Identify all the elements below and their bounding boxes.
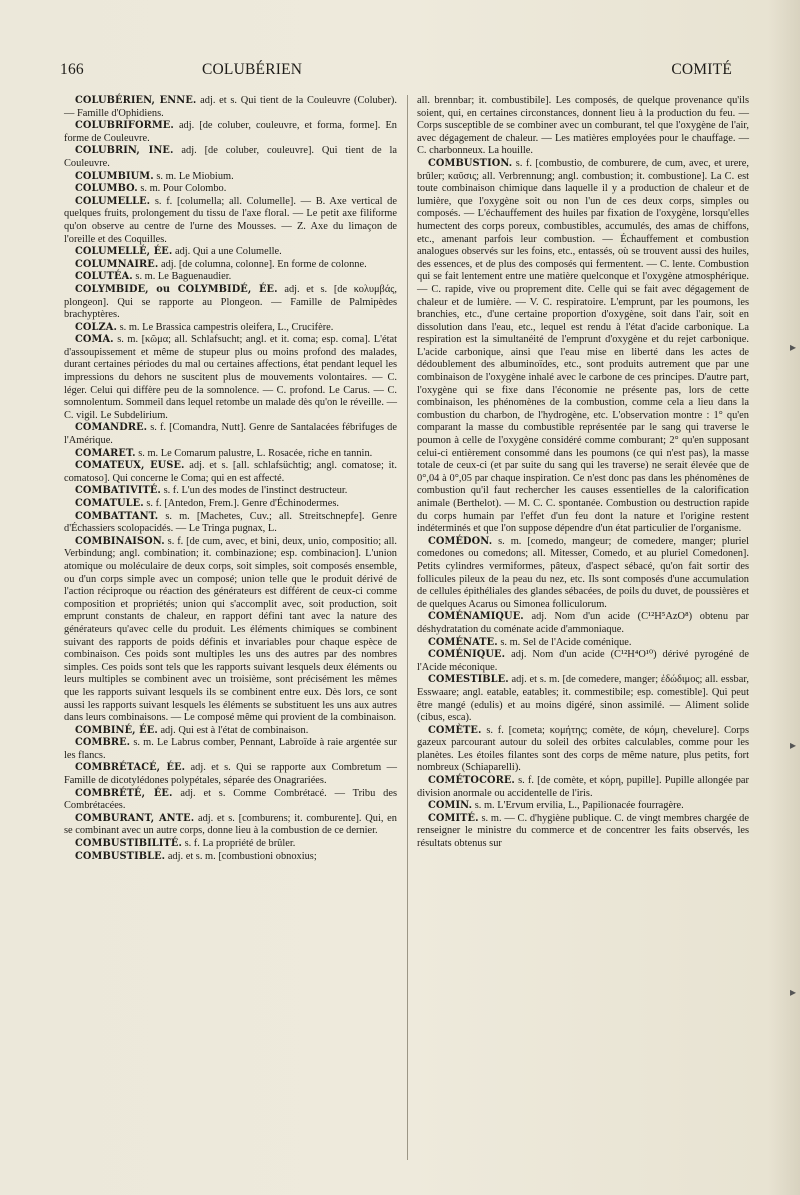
entry-headword: COLUMNAIRE. bbox=[75, 258, 159, 270]
entry-headword: COMBINAISON. bbox=[75, 535, 165, 547]
entry-headword: COMIN. bbox=[428, 800, 473, 812]
entry-headword: COLUMBO. bbox=[75, 183, 138, 195]
entry-headword: COMITÉ. bbox=[428, 812, 479, 824]
entry-headword: COLUBÉRIEN, ENNE. bbox=[75, 95, 197, 106]
entry-headword: COMBATTANT. bbox=[75, 510, 159, 522]
dictionary-entry bbox=[64, 422, 397, 447]
entry-definition: adj. et s. m. [combustioni obnoxius; bbox=[167, 850, 317, 862]
entry-definition: s. m. [Machetes, Cuv.; all. Streitschnepfe]. Genre d'Échassiers scolopacidés. — Le Tringa pugnax, L. bbox=[64, 510, 397, 535]
dictionary-entry bbox=[417, 800, 749, 813]
entry-definition: s. m. Le Baguenaudier. bbox=[135, 271, 232, 283]
entry-headword: COMBUSTIBILITÉ. bbox=[75, 838, 182, 850]
entry-headword: COLZA. bbox=[75, 321, 117, 333]
margin-mark-icon: ▸ bbox=[790, 738, 797, 752]
entry-headword: COLUTÉA. bbox=[75, 271, 133, 283]
entry-headword: COLUBRIFORME. bbox=[75, 120, 174, 132]
entry-headword: COMBRE. bbox=[75, 737, 131, 749]
dictionary-entry bbox=[64, 95, 397, 120]
margin-mark-icon: ▸ bbox=[790, 340, 797, 354]
entry-headword: COLYMBIDE, ou COLYMBIDÉ, ÉE. bbox=[75, 283, 278, 295]
dictionary-entry bbox=[64, 259, 397, 272]
dictionary-entry bbox=[64, 725, 397, 738]
entry-headword: COMATULE. bbox=[75, 498, 144, 509]
running-header bbox=[60, 61, 780, 83]
dictionary-entry bbox=[64, 813, 397, 838]
dictionary-entry bbox=[64, 737, 397, 762]
entry-headword: COMESTIBLE. bbox=[428, 674, 509, 686]
entry-headword: COMATEUX, EUSE. bbox=[75, 460, 185, 472]
entry-definition: s. f. L'un des modes de l'instinct destructeur. bbox=[163, 485, 348, 497]
entry-definition: adj. Qui a une Columelle. bbox=[174, 246, 282, 258]
entry-definition: s. m. Le Brassica campestris oleifera, L., Crucifère. bbox=[119, 321, 334, 333]
entry-definition: s. f. [columella; all. Columelle]. — B. Axe vertical de quelques fruits, prolongement du tissu de l'axe floral. — Le petit axe filiforme qu'on observe au centre de l'urne des Mousses. — Z. Axe du limaçon de l'oreille et des Coquilles. bbox=[64, 195, 397, 245]
entry-headword: COLUMBIUM. bbox=[75, 170, 154, 182]
entry-headword: COMÈTE. bbox=[428, 724, 482, 736]
dictionary-entry bbox=[64, 448, 397, 461]
entry-definition: s. m. Le Miobium. bbox=[156, 170, 234, 182]
entry-headword: COMBURANT, ANTE. bbox=[75, 812, 195, 824]
entry-definition: s. m. — C. d'hygiène publique. C. de vingt membres chargée de renseigner le ministre du commerce et de concentrer les faits observés, les résultats obtenus sur bbox=[417, 812, 749, 850]
entry-definition: s. f. [cometa; κομήτης; comète, de κόμη, chevelure]. Corps gazeux parcourant autour du soleil des orbites calculables, comme pour les planètes. Les étoiles filantes sont des corps de même nature, plus petits, fort nombreux (Schiaparelli). bbox=[417, 724, 749, 774]
dictionary-entry bbox=[417, 725, 749, 775]
dictionary-entry bbox=[64, 120, 397, 145]
dictionary-entry bbox=[417, 649, 749, 674]
dictionary-entry bbox=[417, 637, 749, 650]
dictionary-entry bbox=[64, 498, 397, 511]
entry-definition: adj. [de coluber, couleuvre]. Qui tient de la Couleuvre. bbox=[64, 145, 397, 169]
dictionary-entry bbox=[64, 460, 397, 485]
entry-headword: COMÉDON. bbox=[428, 535, 493, 547]
right-guide-word: COMITÉ bbox=[671, 61, 732, 78]
entry-definition: s. m. [κῶμα; all. Schlafsucht; angl. et it. coma; esp. coma]. L'état d'assoupissement et même de stupeur plus ou moins profond des malades, durant certaines périodes du mal ou certaines affections, état pendant lequel les impressions du dehors ne suscitent plus de mouvements volontaires. — C. léger. Celui qui diffère peu de la somnolence. — C. profond. Le Carus. — C. somnolentum. Sommeil dans lequel retombe un malade dès qu'on le réveille. — C. vigil. Le Subdelirium. bbox=[64, 334, 397, 421]
right-column bbox=[417, 95, 749, 851]
entry-headword: COMARET. bbox=[75, 447, 136, 459]
entry-definition: s. f. [de cum, avec, et bini, deux, unio, compositio; all. Verbindung; angl. combination; it. combinazione; esp. combinacion]. L'union atomique ou moléculaire de deux corps, soit simples, soit composés ensemble, ou d'un corps simple avec un composé; union telle que le produit dérivé de l'action réciproque ou réaction des générateurs est différent de ceux-ci comme composition et propriétés; union qui s'accomplit avec, soit production, soit emprunt constants de chaleur, en rapport défini tant avec la nature des générateurs qu'avec celle du produit. Les éléments chimiques se combinent suivant des rapports de poids définis et invariables pour chaque espèce de combinaison. Ces poids sont multiples les uns des autres par des nombres simples. Ces poids sont tels que les rapports suivant lesquels deux éléments ou leurs multiples se combinent avec un troisième, sont précisément les mêmes que les rapports suivant lesquels ils se combinent entre eux. Dès lors, ce sont aussi les rapports suivant lesquels les éléments se substituent les uns aux autres dans leurs combinaisons. — Le composé même qui provient de la combinaison. bbox=[64, 535, 397, 724]
left-column bbox=[64, 95, 397, 863]
entry-headword: COMBRÉTACÉ, ÉE. bbox=[75, 762, 186, 774]
entry-headword: COMÉNATE. bbox=[428, 636, 498, 648]
entry-definition: s. f. [Antedon, Frem.]. Genre d'Échinodermes. bbox=[146, 498, 339, 509]
entry-headword: COMÉNIQUE. bbox=[428, 649, 506, 661]
entry-headword: COMBUSTION. bbox=[428, 157, 513, 169]
dictionary-entry bbox=[64, 851, 397, 864]
margin-mark-icon: ▸ bbox=[790, 985, 797, 999]
dictionary-entry bbox=[64, 762, 397, 787]
entry-definition: s. f. [Comandra, Nutt]. Genre de Santalacées fébrifuges de l'Amérique. bbox=[64, 422, 397, 447]
entry-definition: adj. [de columna, colonne]. En forme de colonne. bbox=[160, 258, 367, 270]
entry-headword: COMÉNAMIQUE. bbox=[428, 611, 524, 623]
entry-definition: adj. et s. [de κολυμβάς, plongeon]. Qui se rapporte au Plongeon. — Famille de Palmipèdes brachyptères. bbox=[64, 283, 397, 321]
entry-headword: COLUMELLÉ, ÉE. bbox=[75, 246, 173, 258]
entry-definition: s. m. Sel de l'Acide coménique. bbox=[500, 636, 632, 648]
dictionary-entry bbox=[417, 813, 749, 851]
dictionary-entry bbox=[64, 485, 397, 498]
entry-headword: COLUBRIN, INE. bbox=[75, 145, 174, 157]
column-divider bbox=[407, 95, 408, 1160]
dictionary-entry bbox=[64, 322, 397, 335]
entry-definition: adj. et s. Qui tient de la Couleuvre (Coluber). — Famille d'Ophidiens. bbox=[64, 95, 397, 119]
entry-headword: COMANDRE. bbox=[75, 422, 148, 434]
entry-definition: s. m. [comedo, mangeur; de comedere, manger; pluriel comedones ou comedons; all. Mitesser, Comedo, et au pluriel Comedonen]. Petits cylindres vermiformes, pâteux, d'aspect sébacé, qu'on fait sortir des follicules pileux de la peau du nez, etc. Ils sont composés d'une accumulation de cellules épithéliales des glandes sébacées, de poils du duvet, de poussières et de quelques Acarus ou Simonea folliculorum. bbox=[417, 535, 749, 610]
dictionary-entry bbox=[64, 788, 397, 813]
dictionary-entry bbox=[417, 674, 749, 724]
entry-definition: s. f. La propriété de brûler. bbox=[184, 838, 296, 850]
dictionary-entry bbox=[417, 536, 749, 612]
entry-headword: COMA. bbox=[75, 334, 114, 346]
entry-definition: adj. [de coluber, couleuvre, et forma, forme]. En forme de Couleuvre. bbox=[64, 120, 397, 144]
page-number: 166 bbox=[60, 61, 84, 78]
entry-definition: adj. Nom d'un acide (C¹²H⁴O¹⁰) dérivé pyrogéné de l'Acide méconique. bbox=[417, 649, 749, 673]
dictionary-entry bbox=[64, 536, 397, 725]
dictionary-entry bbox=[64, 171, 397, 184]
entry-definition: adj. et s. [all. schlafsüchtig; angl. comatose; it. comatoso]. Qui concerne le Coma; qui en est affecté. bbox=[64, 460, 397, 484]
dictionary-entry bbox=[417, 158, 749, 536]
entry-definition: adj. Qui est à l'état de combinaison. bbox=[160, 724, 309, 736]
entry-definition: s. m. L'Ervum ervilia, L., Papilionacée fourragère. bbox=[474, 800, 684, 812]
dictionary-entry bbox=[64, 196, 397, 246]
entry-headword: COMÉTOCORE. bbox=[428, 775, 515, 787]
entry-definition: adj. et s. [comburens; it. comburente]. Qui, en se combinant avec un autre corps, donne lieu à la combustion de ce dernier. bbox=[64, 812, 397, 837]
entry-definition: adj. et s. Qui se rapporte aux Combretum — Famille de dicotylédones polypétales, séparée des Onagrariées. bbox=[64, 762, 397, 787]
entry-headword: COMBATIVITÉ. bbox=[75, 485, 161, 497]
dictionary-entry bbox=[64, 145, 397, 170]
entry-definition: s. m. Pour Colombo. bbox=[140, 183, 227, 195]
entry-definition: adj. et s. Comme Combrétacé. — Tribu des Combrétacées. bbox=[64, 787, 397, 812]
dictionary-entry bbox=[64, 271, 397, 284]
entry-headword: COMBRÉTÉ, ÉE. bbox=[75, 787, 173, 799]
dictionary-entry bbox=[64, 246, 397, 259]
left-guide-word: COLUBÉRIEN bbox=[202, 61, 303, 78]
dictionary-entry bbox=[417, 611, 749, 636]
entry-definition: adj. et s. m. [de comedere, manger; ἐδώδιμος; all. essbar, Esswaare; angl. eatable, eatables; it. commestibile; esp. comestible]. Qui peut être mangé (edulis) et au moins digéré, sinon assimilé. — Aliment solide (cibus, esca). bbox=[417, 674, 749, 724]
dictionary-entry bbox=[64, 838, 397, 851]
dictionary-entry bbox=[417, 775, 749, 800]
entry-definition: s. m. Le Labrus comber, Pennant, Labroïde à raie argentée sur les flancs. bbox=[64, 737, 397, 761]
dictionary-entry bbox=[417, 95, 749, 158]
entry-definition: s. m. Le Comarum palustre, L. Rosacée, riche en tannin. bbox=[138, 447, 373, 459]
entry-headword: COMBINÉ, ÉE. bbox=[75, 724, 158, 736]
dictionary-entry bbox=[64, 284, 397, 322]
entry-definition: all. brennbar; it. combustibile]. Les composés, de quelque provenance qu'ils soient, qui, en certaines circonstances, donnent lieu à la production du feu. — Corps susceptible de se combiner avec un comburant, tel que l'oxygène de l'air, avec dégagement de chaleur. — Les matières employées pour le chauffage. — C. charbonneux. La houille. bbox=[417, 95, 749, 157]
entry-headword: COLUMELLE. bbox=[75, 195, 151, 207]
entry-definition: s. f. [de comète, et κόρη, pupille]. Pupille allongée par division anormale ou accidentelle de l'iris. bbox=[417, 775, 749, 799]
entry-definition: s. f. [combustio, de comburere, de cum, avec, et urere, brûler; καῦσις; all. Verbrennung; angl. combustion; it. combustione]. La C. est toute combinaison chimique dans laquelle il y a production de chaleur et de lumière, que l'oxygène soit ou non l'un de ces deux corps, simples ou composés. — L'échauffement des huiles par fixation de l'oxygène, lorsqu'elles humectent des corps poreux, combustibles, accumulés, des amas de chiffons, etc., amenant parfois leur combustion. — Échauffement et combustion analogues observés sur les foins, etc., entassés, où se trouvent aussi des huiles, des essences, et de plus des composés qui fermentent. — C. lente. Combustion qui se fait lentement entre une matière quelconque et l'oxygène atmosphérique. — C. rapide, vive ou proprement dite. Celle qui se fait avec dégagement de chaleur et de lumière. — V. C. respiratoire. L'emprunt, par les poumons, les branchies, etc., d'une certaine proportion d'oxygène, soit dans l'air, soit en dissolution dans l'eau, etc., lequel est rendu à l'état d'acide carbonique. La respiration est la simultanéité de l'emprunt d'oxygène et du rejet carbonique. L'acide carbonique, ainsi que l'eau mise en liberté dans les actes de dédoublement des albuminoïdes, etc., sont produits autrement que par une combinaison de l'oxygène inhalé avec le carbone de ces principes. D'autre part, l'oxygène qui se fixe dans l'économie ne présente pas, lors de cette combinaison, les phénomènes de la combustion, comme cela a lieu dans la combustion du charbon, de l'hydrogène, etc. L'observation montre : 1° qu'en comparant la masse du combustible représentée par le sang qui traverse le poumon à celle de l'oxygène considéré comme comburant; 2° qu'en supposant celui-ci entièrement consommé dans les poumons (ce qui n'est pas), la masse totale de ceux-ci (et par suite du sang qui les traverse) ne serait élevée que de 0°,04 à 0°,05 par chaque inspiration. Ce n'est donc pas dans les phénomènes de combustion qu'il faut rechercher les causes essentielles de la calorification animale (Berthelot). — M. C. C. spontanée. Combustion ou destruction rapide du corps humain par l'effet d'un feu dont la nature et l'origine restent indéterminés et que l'on suppose dépendre d'un état particulier de l'organisme. bbox=[417, 157, 749, 535]
dictionary-entry bbox=[64, 183, 397, 196]
entry-headword: COMBUSTIBLE. bbox=[75, 850, 166, 862]
entry-definition: adj. Nom d'un acide (C¹²H⁵AzO⁸) obtenu par déshydratation du coménate acide d'ammoniaque. bbox=[417, 611, 749, 635]
dictionary-entry bbox=[64, 334, 397, 422]
dictionary-entry bbox=[64, 511, 397, 536]
